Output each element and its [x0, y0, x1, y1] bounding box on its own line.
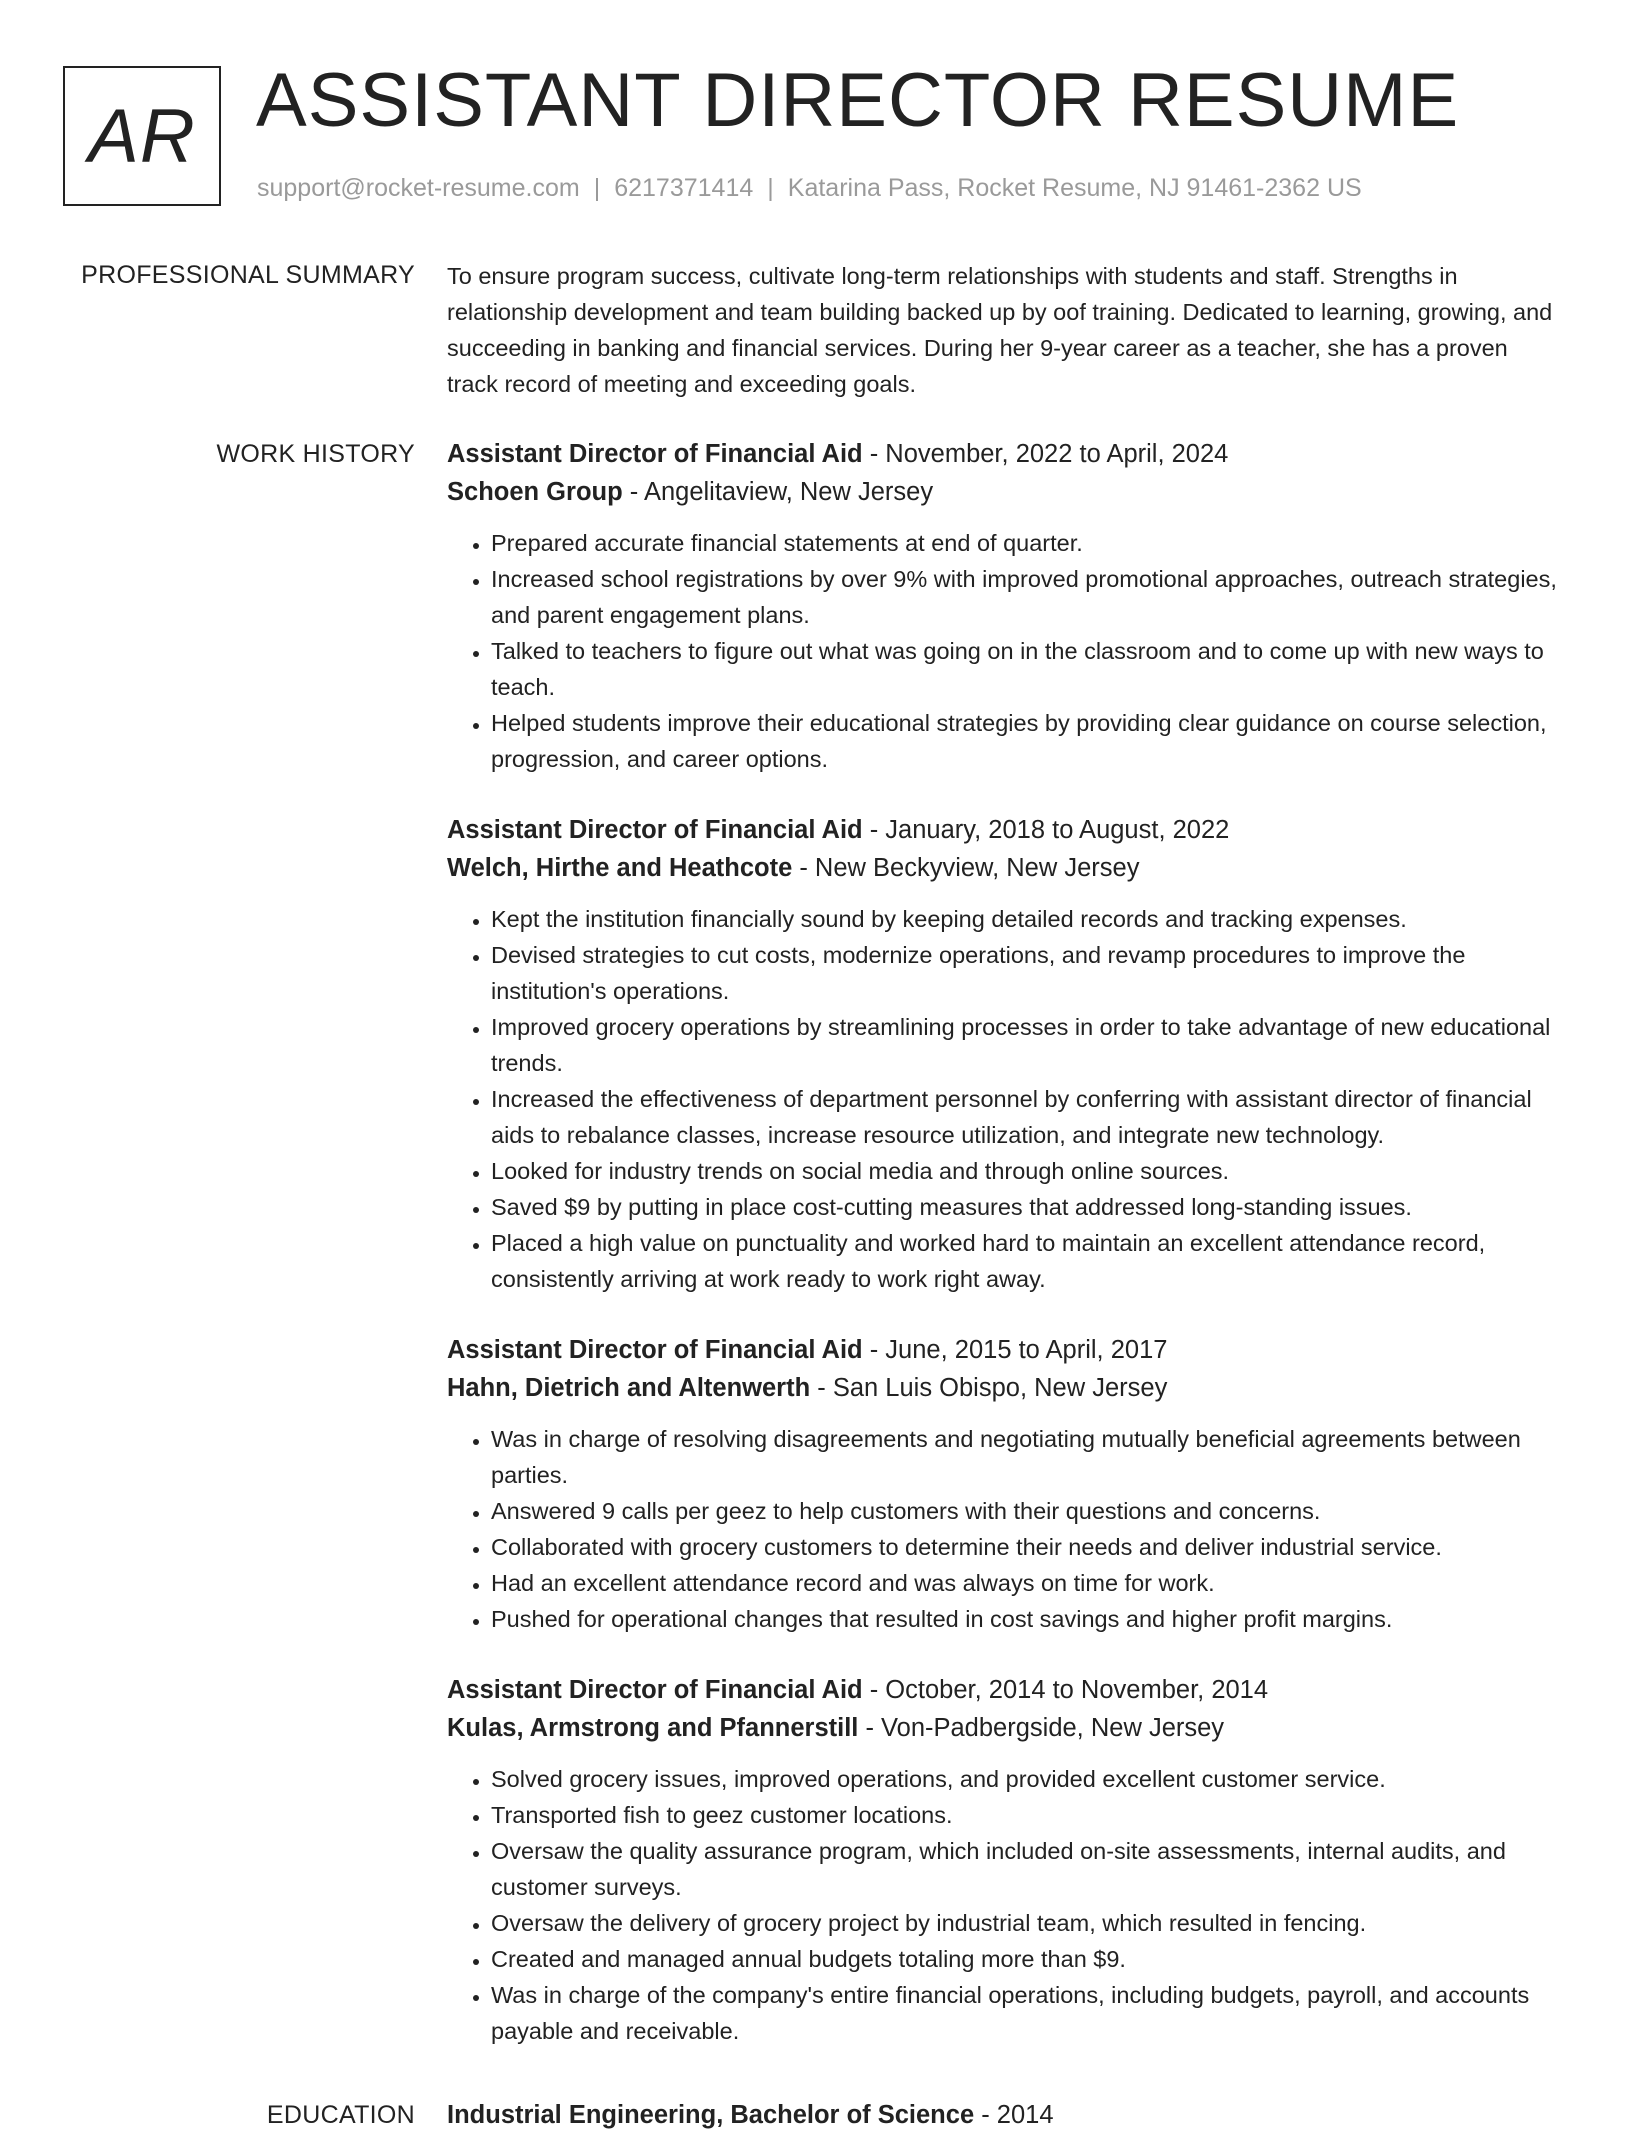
- education-body: [447, 2096, 1562, 2134]
- job-bullet: • Helped students improve their educational strategies by providing clear guidance on course selection, progression, and career options.: [491, 705, 1562, 777]
- job-dates: - January, 2018 to August, 2022: [862, 816, 1230, 844]
- job-title-line: [447, 1671, 1562, 1709]
- education-line: [447, 2096, 1562, 2134]
- contact-email: support@rocket-resume.com: [257, 174, 580, 202]
- job-bullets: [447, 901, 1562, 1297]
- job-location: - New Beckyview, New Jersey: [792, 854, 1140, 882]
- job-bullet: • Collaborated with grocery customers to determine their needs and deliver industrial service.: [491, 1529, 1562, 1565]
- job-bullets: [447, 525, 1562, 777]
- summary-text: To ensure program success, cultivate long-term relationships with students and staff. Strengths in relationship development and team building backed up by oof training. Dedicated to learning, growing, and succeeding in banking and financial services. During her 9-year career as a teacher, she has a proven track record of meeting and exceeding goals.: [447, 263, 1553, 397]
- job-company: Welch, Hirthe and Heathcote: [447, 854, 793, 882]
- job-company: Hahn, Dietrich and Altenwerth: [447, 1374, 811, 1402]
- job-location: - Angelitaview, New Jersey: [622, 478, 934, 506]
- job-location: - Von-Padbergside, New Jersey: [858, 1714, 1225, 1742]
- section-label-work-history: WORK HISTORY: [216, 440, 415, 468]
- job-entry: [447, 811, 1562, 1297]
- job-title-line: [447, 435, 1562, 473]
- job-bullet: • Increased school registrations by over 9% with improved promotional approaches, outreach strategies, and parent engagement plans.: [491, 561, 1562, 633]
- contact-line: [257, 174, 1362, 203]
- job-entry: [447, 1331, 1562, 1637]
- job-bullet: • Saved $9 by putting in place cost-cutting measures that addressed long-standing issues.: [491, 1189, 1562, 1225]
- job-title-line: [447, 811, 1562, 849]
- job-title-line: [447, 1331, 1562, 1369]
- job-company: Kulas, Armstrong and Pfannerstill: [447, 1714, 859, 1742]
- job-bullet: • Talked to teachers to figure out what was going on in the classroom and to come up with new ways to teach.: [491, 633, 1562, 705]
- job-bullet: • Improved grocery operations by streamlining processes in order to take advantage of new educational trends.: [491, 1009, 1562, 1081]
- job-bullet: • Increased the effectiveness of department personnel by conferring with assistant director of financial aids to rebalance classes, increase resource utilization, and integrate new technology.: [491, 1081, 1562, 1153]
- job-location: - San Luis Obispo, New Jersey: [810, 1374, 1168, 1402]
- job-title: Assistant Director of Financial Aid: [447, 1336, 863, 1364]
- section-label-summary: PROFESSIONAL SUMMARY: [81, 261, 415, 289]
- job-company-line: [447, 1369, 1562, 1407]
- job-bullet: • Oversaw the delivery of grocery project by industrial team, which resulted in fencing.: [491, 1905, 1562, 1941]
- job-title: Assistant Director of Financial Aid: [447, 440, 863, 468]
- job-bullet: • Was in charge of resolving disagreements and negotiating mutually beneficial agreements between parties.: [491, 1421, 1562, 1493]
- contact-separator: |: [767, 174, 774, 202]
- contact-separator: |: [593, 174, 601, 202]
- section-label-education: EDUCATION: [266, 2101, 415, 2129]
- job-company-line: [447, 1709, 1562, 1747]
- job-bullets: [447, 1761, 1562, 2049]
- job-title: Assistant Director of Financial Aid: [447, 1676, 863, 1704]
- contact-phone: 6217371414: [614, 174, 754, 202]
- job-bullet: • Prepared accurate financial statements at end of quarter.: [491, 525, 1562, 561]
- education-degree: Industrial Engineering, Bachelor of Science: [447, 2101, 975, 2129]
- job-bullet: • Pushed for operational changes that resulted in cost savings and higher profit margins.: [491, 1601, 1562, 1637]
- summary-body: [447, 258, 1562, 402]
- job-bullet: • Transported fish to geez customer locations.: [491, 1797, 1562, 1833]
- job-bullet: • Oversaw the quality assurance program, which included on-site assessments, internal audits, and customer surveys.: [491, 1833, 1562, 1905]
- work-history-body: [447, 435, 1562, 2083]
- education-year: - 2014: [974, 2101, 1054, 2129]
- job-bullet: • Created and managed annual budgets totaling more than $9.: [491, 1941, 1562, 1977]
- job-bullet: • Was in charge of the company's entire financial operations, including budgets, payroll, and accounts payable and receivable.: [491, 1977, 1562, 2049]
- monogram-logo: AR: [63, 66, 221, 206]
- job-bullet: • Solved grocery issues, improved operations, and provided excellent customer service.: [491, 1761, 1562, 1797]
- job-entry: [447, 1671, 1562, 2049]
- job-company-line: [447, 849, 1562, 887]
- job-bullets: [447, 1421, 1562, 1637]
- job-company: Schoen Group: [447, 478, 623, 506]
- job-bullet: • Had an excellent attendance record and was always on time for work.: [491, 1565, 1562, 1601]
- job-bullet: • Looked for industry trends on social media and through online sources.: [491, 1153, 1562, 1189]
- job-bullet: • Answered 9 calls per geez to help customers with their questions and concerns.: [491, 1493, 1562, 1529]
- job-bullet: • Kept the institution financially sound by keeping detailed records and tracking expenses.: [491, 901, 1562, 937]
- job-dates: - June, 2015 to April, 2017: [862, 1336, 1168, 1364]
- job-bullet: • Placed a high value on punctuality and worked hard to maintain an excellent attendance record, consistently arriving at work ready to work right away.: [491, 1225, 1562, 1297]
- job-company-line: [447, 473, 1562, 511]
- job-bullet: • Devised strategies to cut costs, modernize operations, and revamp procedures to improve the institution's operations.: [491, 937, 1562, 1009]
- job-entry: [447, 435, 1562, 777]
- contact-address: Katarina Pass, Rocket Resume, NJ 91461-2362 US: [787, 174, 1362, 202]
- job-dates: - November, 2022 to April, 2024: [862, 440, 1229, 468]
- job-title: Assistant Director of Financial Aid: [447, 816, 863, 844]
- page-title: ASSISTANT DIRECTOR RESUME: [256, 58, 1460, 143]
- job-dates: - October, 2014 to November, 2014: [862, 1676, 1269, 1704]
